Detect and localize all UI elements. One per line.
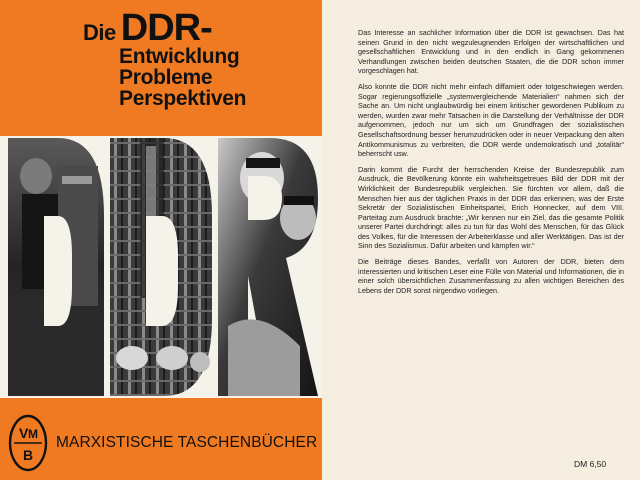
price-label: DM 6,50	[574, 459, 607, 469]
blurb-paragraph-3: Darin kommt die Furcht der herrschenden Kreise der Bundesrepublik zum Ausdruck, die Bevölkerung könnte ein wahrheitsgetreues Bild der DDR mit der Wirklichkeit der Bundesrepublik vergleichen. Sie fürchten vor allem, daß die Menschen hier aus der täglichen Praxis in der DDR das erkennen, was der Erste Sekretär der Sozialistischen Einheitspartei, Erich Honnecker, auf dem VIII. Parteitag zum Ausdruck brachte: „Wir kennen nur ein Ziel, das die gesamte Politik unserer Partei durchdringt: alles zu tun für das Wohl des Menschen, für das Glück des Volkes, für die Interessen der Arbeiterklasse und aller Werktätigen. Das ist der Sinn des Sozialismus. Dafür arbeiten und kämpfen wir.“	[358, 164, 624, 251]
publisher-name: MARXISTISCHE TASCHENBÜCHER	[56, 433, 318, 451]
blurb-text	[358, 28, 624, 301]
cover-photo-collage	[0, 136, 322, 398]
title-line	[83, 7, 246, 49]
ddr-letter-photos	[0, 136, 322, 398]
back-cover	[322, 0, 640, 480]
blurb-paragraph-2: Also konnte die DDR nicht mehr einfach diffamiert oder totgeschwiegen werden. Sogar regierungsoffizielle „systemvergleichende Materialien“ nahmen sich der Sache an. Um nicht unglaubwürdig bei einem kritischer gewordenen Publikum zu werden, wurden zwar mehr Tatsachen in die Darstellung der Verhältnisse der DDR aufgenommen, jedoch nur um sich um Grundfragen der sozialistischen Gesellschaftsordnung besser herumzudrücken oder in neuer Verpackung den alten Antikommunismus zu verbreiten, die DDR werde undemokratisch und „totalitär“ beherrscht usw.	[358, 81, 624, 159]
title-main: DDR-	[120, 7, 212, 49]
book-title	[83, 7, 247, 110]
blurb-paragraph-1: Das Interesse an sachlicher Information über die DDR ist gewachsen. Das hat seinen Grund in den nicht wegzuleugnenden Erfolgen der wirtschaftlichen und gesellschaftlichen Entwicklung und in den endlich in Gang gekommenen Verhandlungen zwischen beiden deutschen Staaten, die die DDR schon immer vorgeschlagen hat.	[358, 28, 624, 76]
blurb-paragraph-4: Die Beiträge dieses Bandes, verfaßt von Autoren der DDR, bieten dem interessierten und kritischen Leser eine Fülle von Material und Informationen, die in einer solch übersichtlichen Zusammenfassung zu allen wichtigen Bereichen des Lebens der DDR sonst nirgendwo vorliegen.	[358, 257, 624, 295]
publisher-logo-icon	[8, 414, 48, 472]
letter-d-2-photo	[110, 138, 212, 396]
letter-d-1-photo	[8, 138, 104, 396]
publisher-bar	[0, 405, 322, 480]
title-prefix: Die	[83, 20, 116, 45]
logo-letter-b: B	[23, 446, 34, 463]
logo-letter-v: V	[19, 424, 29, 441]
subtitle-line-2: Probleme	[119, 66, 213, 89]
subtitle-line-3: Perspektiven	[119, 87, 247, 110]
subtitle-line-1: Entwicklung	[119, 45, 240, 68]
logo-letter-m: M	[28, 426, 38, 441]
letter-r-photo	[218, 138, 318, 396]
